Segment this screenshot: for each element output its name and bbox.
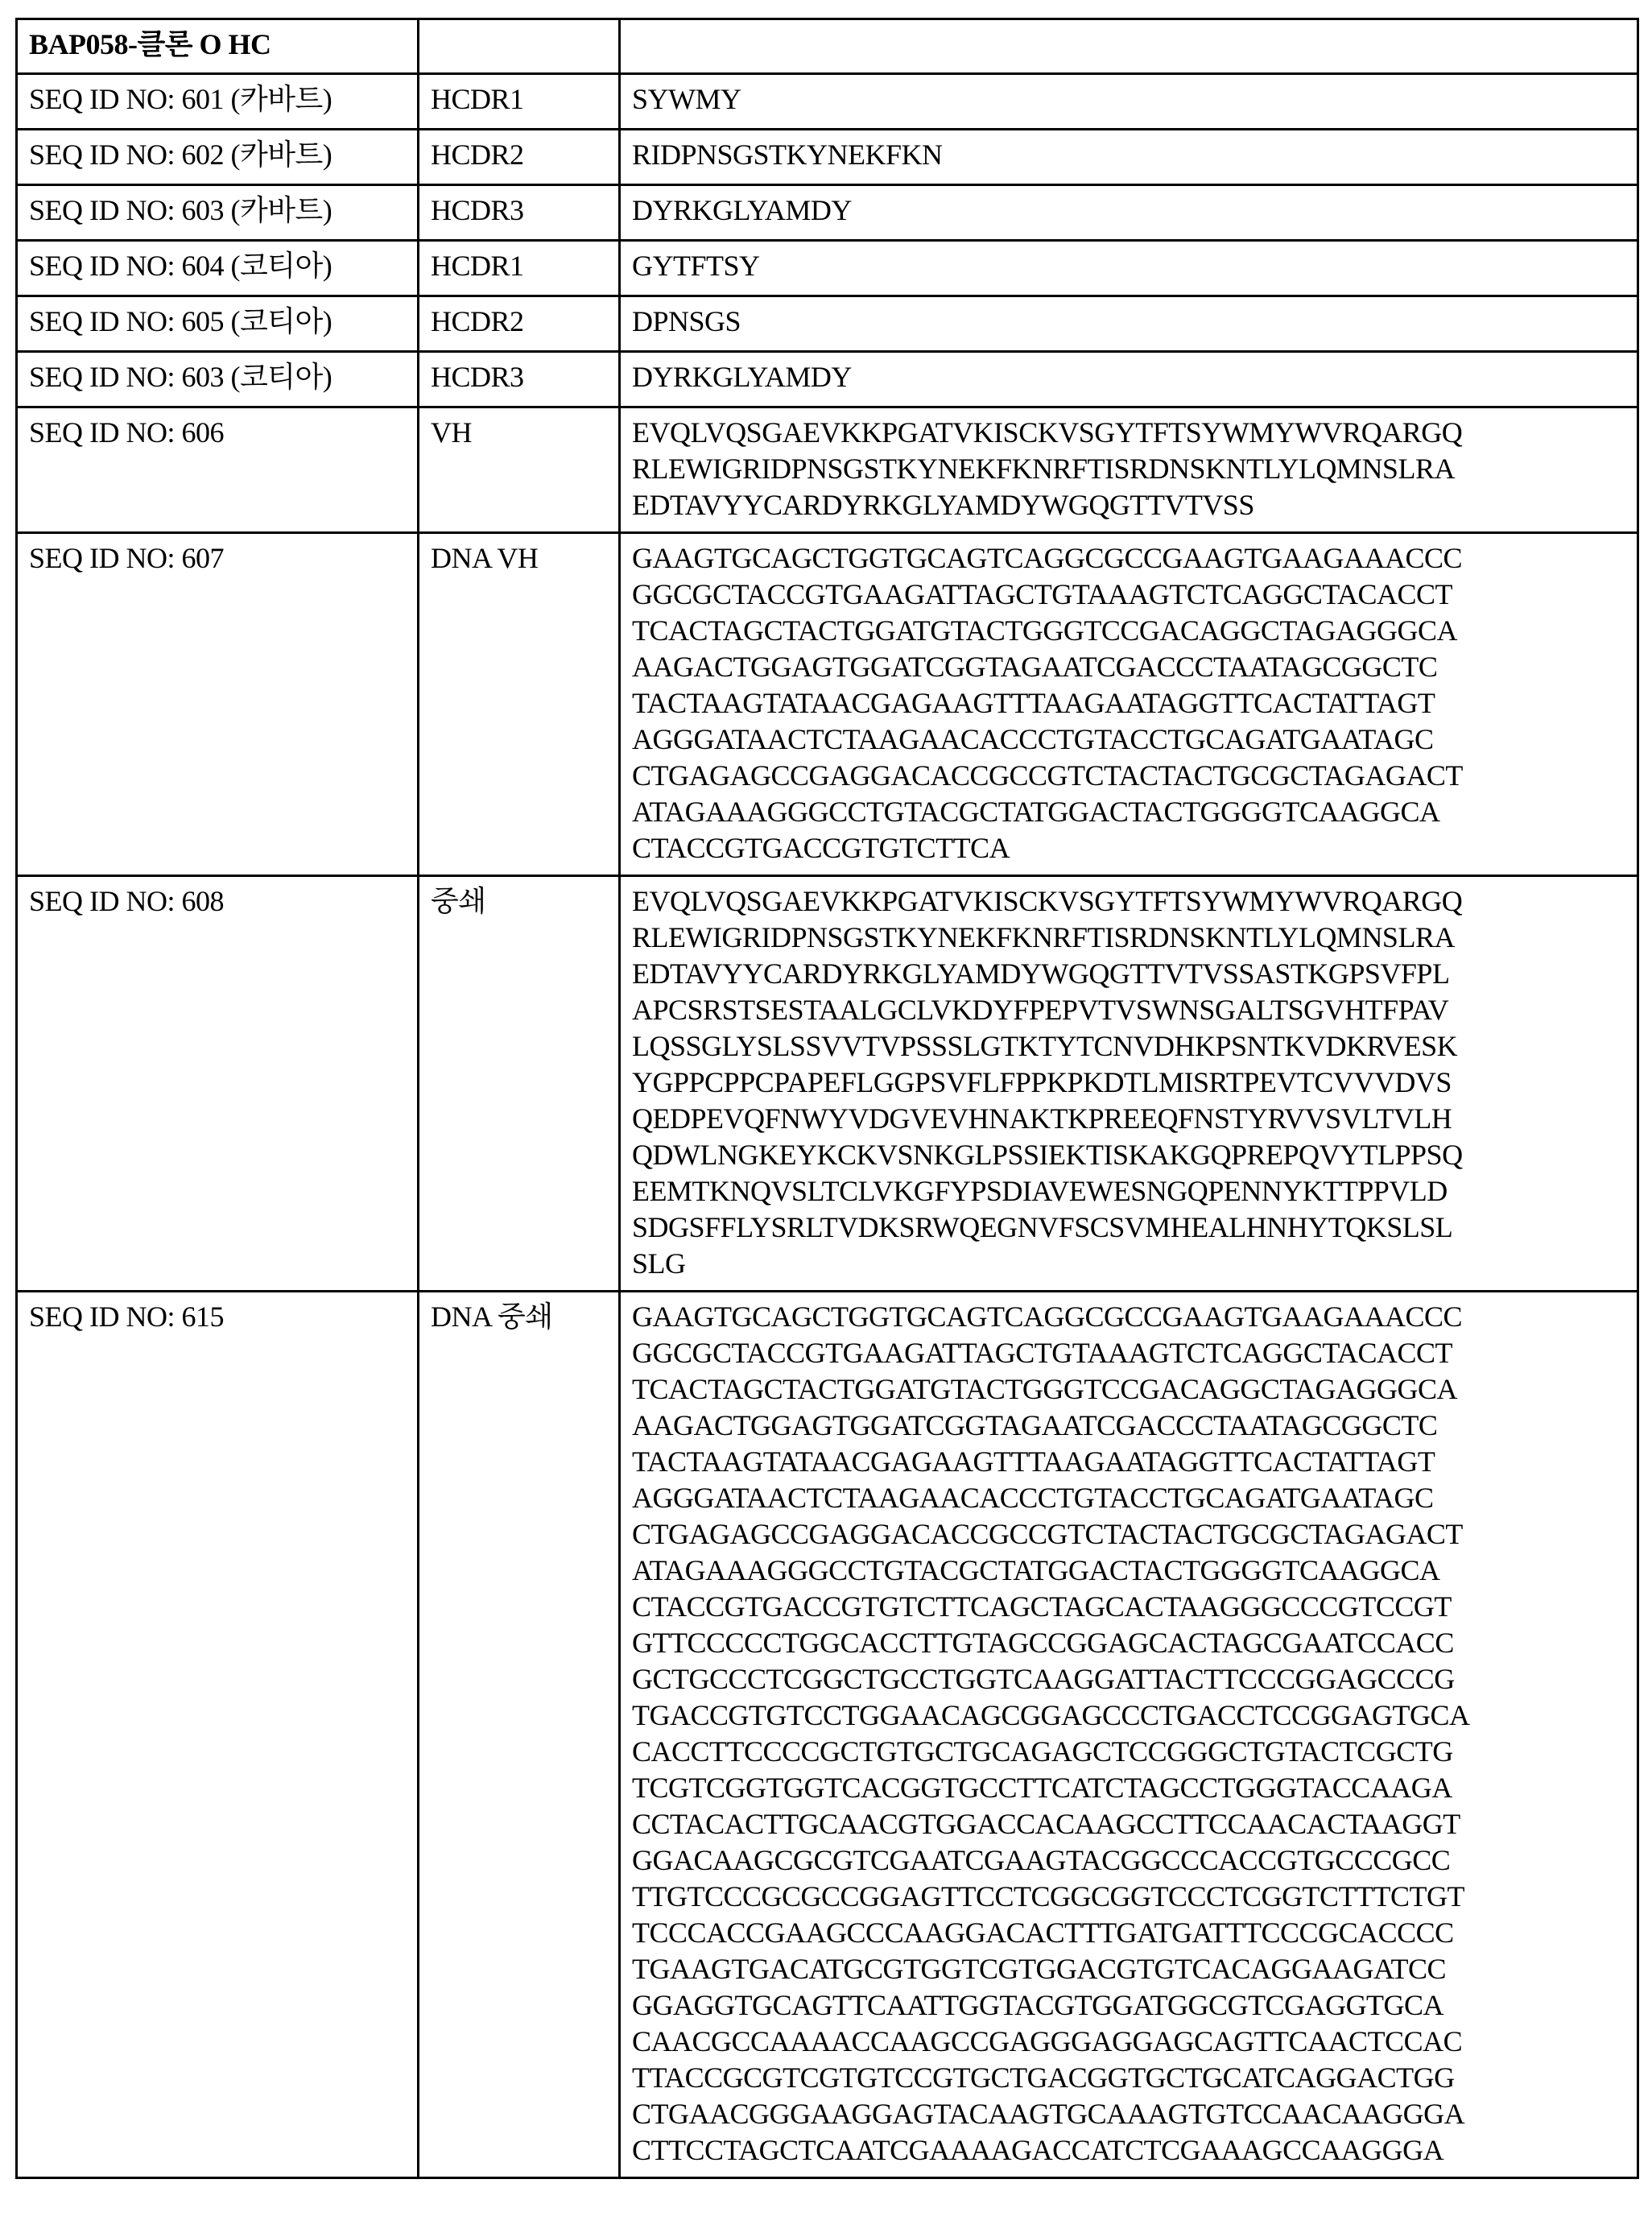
sequence-cell [620,185,1638,241]
sequence-line: ATAGAAAGGGCCTGTACGCTATGGACTACTGGGGTCAAGGCA [632,1554,1440,1586]
sequence-line: CAACGCCAAAACCAAGCCGAGGGAGGAGCAGTTCAACTCCAC [632,2025,1463,2057]
sequence-line: CTACCGTGACCGTGTCTTCA [632,832,1010,864]
seq-id-cell: SEQ ID NO: 607 [17,533,419,876]
sequence-line: GAAGTGCAGCTGGTGCAGTCAGGCGCCGAAGTGAAGAAACCC [632,542,1463,574]
sequence-line: SDGSFFLYSRLTVDKSRWQEGNVFSCSVMHEALHNHYTQKSLSL [632,1211,1453,1243]
sequence-line: SYWMY [632,83,741,115]
sequence-line: GCTGCCCTCGGCTGCCTGGTCAAGGATTACTTCCCGGAGCCCG [632,1663,1455,1695]
sequence-line: SLG [632,1247,686,1280]
sequence-line: YGPPCPPCPAPEFLGGPSVFLFPPKPKDTLMISRTPEVTCVVVDVS [632,1066,1452,1098]
table-row [17,185,1638,241]
seq-type-cell: VH [419,407,620,533]
sequence-line: GTTCCCCCTGGCACCTTGTAGCCGGAGCACTAGCGAATCCACC [632,1627,1454,1659]
table-row [17,130,1638,185]
sequence-line: EVQLVQSGAEVKKPGATVKISCKVSGYTFTSYWMYWVRQARGQ [632,416,1463,449]
seq-type-cell: HCDR1 [419,74,620,130]
empty-cell [419,19,620,74]
sequence-line: TCGTCGGTGGTCACGGTGCCTTCATCTAGCCTGGGTACCAAGA [632,1772,1452,1804]
sequence-cell [620,533,1638,876]
sequence-line: LQSSGLYSLSSVVTVPSSSLGTKTYTCNVDHKPSNTKVDKRVESK [632,1030,1458,1062]
sequence-line: ATAGAAAGGGCCTGTACGCTATGGACTACTGGGGTCAAGGCA [632,796,1440,828]
sequence-line: AGGGATAACTCTAAGAACACCCTGTACCTGCAGATGAATAGC [632,723,1434,755]
sequence-line: AAGACTGGAGTGGATCGGTAGAATCGACCCTAATAGCGGCTC [632,651,1438,683]
sequence-line: CTGAACGGGAAGGAGTACAAGTGCAAAGTGTCCAACAAGGGA [632,2098,1465,2130]
seq-id-cell: SEQ ID NO: 604 (코티아) [17,241,419,296]
sequence-cell [620,407,1638,533]
sequence-line: EDTAVYYCARDYRKGLYAMDYWGQGTTVTVSSASTKGPSVFPL [632,957,1450,990]
sequence-line: CTGAGAGCCGAGGACACCGCCGTCTACTACTGCGCTAGAGACT [632,759,1463,792]
sequence-line: TCACTAGCTACTGGATGTACTGGGTCCGACAGGCTAGAGGGCA [632,614,1457,647]
sequence-cell [620,241,1638,296]
sequence-line: DYRKGLYAMDY [632,361,852,393]
sequence-line: TGACCGTGTCCTGGAACAGCGGAGCCCTGACCTCCGGAGTGCA [632,1699,1470,1731]
seq-id-cell: SEQ ID NO: 608 [17,876,419,1292]
sequence-cell [620,352,1638,407]
sequence-table [15,18,1639,2179]
seq-type-cell: HCDR3 [419,185,620,241]
seq-id-cell: SEQ ID NO: 615 [17,1292,419,2178]
seq-type-cell: DNA 중쇄 [419,1292,620,2178]
sequence-line: GYTFTSY [632,250,760,282]
sequence-line: AGGGATAACTCTAAGAACACCCTGTACCTGCAGATGAATAGC [632,1482,1434,1514]
sequence-line: CTTCCTAGCTCAATCGAAAAGACCATCTCGAAAGCCAAGGGA [632,2134,1444,2166]
sequence-line: AAGACTGGAGTGGATCGGTAGAATCGACCCTAATAGCGGCTC [632,1409,1438,1441]
sequence-cell [620,296,1638,352]
table-row [17,241,1638,296]
sequence-line: CTACCGTGACCGTGTCTTCAGCTAGCACTAAGGGCCCGTCCGT [632,1590,1452,1623]
sequence-line: TCACTAGCTACTGGATGTACTGGGTCCGACAGGCTAGAGGGCA [632,1373,1457,1405]
sequence-line: QDWLNGKEYKCKVSNKGLPSSIEKTISKAKGQPREPQVYTLPPSQ [632,1139,1463,1171]
seq-type-cell: HCDR3 [419,352,620,407]
sequence-line: CTGAGAGCCGAGGACACCGCCGTCTACTACTGCGCTAGAGACT [632,1518,1463,1550]
seq-type-cell: HCDR2 [419,296,620,352]
table-row [17,352,1638,407]
seq-id-cell: SEQ ID NO: 601 (카바트) [17,74,419,130]
table-row [17,74,1638,130]
sequence-line: QEDPEVQFNWYVDGVEVHNAKTKPREEQFNSTYRVVSVLTVLH [632,1102,1452,1135]
seq-id-cell: SEQ ID NO: 602 (카바트) [17,130,419,185]
sequence-cell [620,74,1638,130]
sequence-line: TACTAAGTATAACGAGAAGTTTAAGAATAGGTTCACTATTAGT [632,1445,1435,1478]
seq-id-cell: SEQ ID NO: 606 [17,407,419,533]
seq-id-cell: SEQ ID NO: 603 (코티아) [17,352,419,407]
sequence-line: GGACAAGCGCGTCGAATCGAAGTACGGCCCACCGTGCCCGCC [632,1844,1451,1876]
table-title: BAP058-클론 O HC [17,19,419,74]
seq-id-cell: SEQ ID NO: 605 (코티아) [17,296,419,352]
table-row [17,533,1638,876]
sequence-line: APCSRSTSESTAALGCLVKDYFPEPVTVSWNSGALTSGVHTFPAV [632,994,1449,1026]
sequence-line: RIDPNSGSTKYNEKFKN [632,139,943,171]
sequence-line: EVQLVQSGAEVKKPGATVKISCKVSGYTFTSYWMYWVRQARGQ [632,885,1463,917]
sequence-line: RLEWIGRIDPNSGSTKYNEKFKNRFTISRDNSKNTLYLQMNSLRA [632,921,1455,953]
sequence-line: EDTAVYYCARDYRKGLYAMDYWGQGTTVTVSS [632,489,1254,521]
table-row [17,876,1638,1292]
sequence-line: TTACCGCGTCGTGTCCGTGCTGACGGTGCTGCATCAGGACTGG [632,2061,1455,2094]
empty-cell [620,19,1638,74]
table-header-row [17,19,1638,74]
sequence-line: TCCCACCGAAGCCCAAGGACACTTTGATGATTTCCCGCACCCC [632,1917,1454,1949]
sequence-line: GGCGCTACCGTGAAGATTAGCTGTAAAGTCTCAGGCTACACCT [632,1337,1452,1369]
sequence-line: CCTACACTTGCAACGTGGACCACAAGCCTTCCAACACTAAGGT [632,1808,1460,1840]
sequence-line: CACCTTCCCCGCTGTGCTGCAGAGCTCCGGGCTGTACTCGCTG [632,1735,1453,1768]
sequence-cell [620,130,1638,185]
table-row [17,1292,1638,2178]
sequence-line: TGAAGTGACATGCGTGGTCGTGGACGTGTCACAGGAAGATCC [632,1953,1446,1985]
seq-id-cell: SEQ ID NO: 603 (카바트) [17,185,419,241]
table-row [17,407,1638,533]
sequence-cell [620,1292,1638,2178]
sequence-line: GGCGCTACCGTGAAGATTAGCTGTAAAGTCTCAGGCTACACCT [632,578,1452,610]
sequence-line: TTGTCCCGCGCCGGAGTTCCTCGGCGGTCCCTCGGTCTTTCTGT [632,1880,1465,1913]
sequence-line: EEMTKNQVSLTCLVKGFYPSDIAVEWESNGQPENNYKTTPPVLD [632,1175,1448,1207]
sequence-line: DPNSGS [632,305,741,337]
sequence-line: TACTAAGTATAACGAGAAGTTTAAGAATAGGTTCACTATTAGT [632,687,1435,719]
sequence-line: GGAGGTGCAGTTCAATTGGTACGTGGATGGCGTCGAGGTGCA [632,1989,1444,2021]
sequence-cell [620,876,1638,1292]
seq-type-cell: 중쇄 [419,876,620,1292]
seq-type-cell: HCDR2 [419,130,620,185]
sequence-line: RLEWIGRIDPNSGSTKYNEKFKNRFTISRDNSKNTLYLQMNSLRA [632,453,1455,485]
sequence-line: GAAGTGCAGCTGGTGCAGTCAGGCGCCGAAGTGAAGAAACCC [632,1301,1463,1333]
sequence-line: DYRKGLYAMDY [632,194,852,226]
seq-type-cell: HCDR1 [419,241,620,296]
table-row [17,296,1638,352]
seq-type-cell: DNA VH [419,533,620,876]
